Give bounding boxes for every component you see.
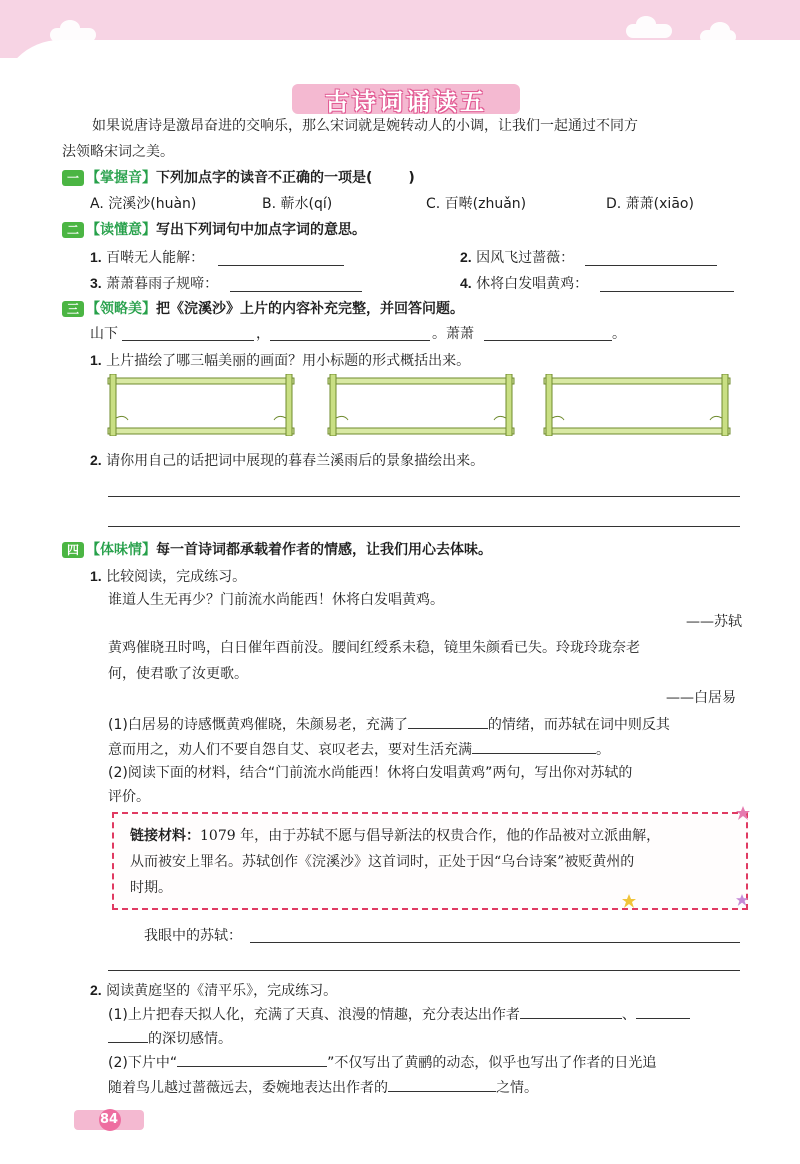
item-number: 2. [90, 452, 102, 468]
bamboo-frame-1[interactable] [106, 374, 296, 436]
text: ”不仅写出了黄鹂的动态，似乎也写出了作者的日光追 [327, 1055, 657, 1071]
paren-close: ) [408, 170, 415, 186]
my-su-shi-label: 我眼中的苏轼： [144, 928, 242, 944]
s4-p1-line-2 [108, 739, 610, 760]
section-tag: 【掌握音】 [86, 170, 156, 186]
question-text: 请你用自己的话把词中展现的暮春兰溪雨后的景象描绘出来。 [106, 453, 485, 469]
section-question: 每一首诗词都承载着作者的情感，让我们用心去体味。 [156, 542, 492, 558]
question-text: 阅读黄庭坚的《清平乐》，完成练习。 [106, 983, 338, 999]
link-line-2: 从而被安上罪名。苏轼创作《浣溪沙》这首词时，正处于因“乌台诗案”被贬黄州的 [130, 854, 635, 870]
s2-item-3 [90, 273, 218, 294]
s4-q2-p2-line-2 [108, 1077, 538, 1098]
cloud-icon [50, 28, 96, 42]
answer-blank[interactable] [177, 1052, 327, 1067]
star-icon [622, 894, 636, 908]
item-number: 4. [460, 275, 472, 291]
item-number: 2. [460, 249, 472, 265]
item-number: 3. [90, 275, 102, 291]
text: 之情。 [496, 1080, 538, 1096]
section-tag: 【领略美】 [86, 301, 156, 317]
s3-question-2 [90, 450, 484, 471]
fill-text-start: 山下 [90, 326, 118, 342]
item-text: 百啭无人能解： [106, 250, 205, 266]
item-number: 2. [90, 982, 102, 998]
fill-blank-1[interactable] [122, 340, 254, 341]
fill-comma: ， [256, 326, 270, 342]
link-text: 1079 年，由于苏轼不愿与倡导新法的权贵合作，他的作品被对立派曲解， [200, 828, 661, 844]
poem-author-bai: ——白居易 [666, 690, 736, 706]
s2-item-4 [460, 273, 588, 294]
s2-item-2 [460, 247, 574, 268]
option-b: B. 蕲水(qí) [262, 196, 333, 212]
link-line-3: 时期。 [130, 880, 172, 896]
section-tag: 【读懂意】 [86, 222, 156, 238]
item-number: 1. [90, 249, 102, 265]
answer-line[interactable] [218, 265, 344, 266]
option-c: C. 百啭(zhuǎn) [426, 196, 527, 212]
question-text: 比较阅读，完成练习。 [106, 569, 247, 585]
text: 。 [596, 742, 610, 758]
s4-p2-line-2: 评价。 [108, 789, 150, 805]
text: 的情绪，而苏轼在词中则反其 [487, 717, 670, 733]
fill-text-mid: 。萧萧 [432, 326, 474, 342]
section-badge: 三 [62, 301, 84, 317]
s4-q2-p1-line-2 [108, 1028, 232, 1049]
section-badge: 一 [62, 170, 84, 186]
fill-blank-2[interactable] [270, 340, 430, 341]
answer-blank[interactable] [388, 1077, 496, 1092]
answer-line[interactable] [108, 496, 740, 497]
fill-text-end: 。 [612, 326, 626, 342]
answer-blank[interactable] [108, 1028, 148, 1043]
poem-bai-line-2: 何，使君歌了汝更歌。 [108, 666, 248, 682]
text: (1)白居易的诗感慨黄鸡催晓，朱颜易老，充满了 [108, 717, 408, 733]
item-text: 休将白发唱黄鸡： [476, 276, 589, 292]
section-badge: 二 [62, 222, 84, 238]
section-4-heading [62, 540, 492, 560]
s4-question-2 [90, 980, 337, 1001]
answer-blank[interactable] [520, 1004, 622, 1019]
star-icon [736, 894, 748, 906]
answer-line[interactable] [600, 291, 734, 292]
intro-line-1: 如果说唐诗是激昂奋进的交响乐，那么宋词就是婉转动人的小调，让我们一起通过不同方 [92, 118, 638, 134]
fill-blank-3[interactable] [484, 340, 612, 341]
link-line-1 [130, 826, 660, 846]
answer-line[interactable] [250, 942, 740, 943]
text: 、 [621, 1007, 636, 1023]
section-question: 把《浣溪沙》上片的内容补充完整，并回答问题。 [156, 301, 464, 317]
text: 的深切感情。 [148, 1031, 232, 1047]
intro-line-2: 法领略宋词之美。 [62, 144, 174, 160]
text: 随着鸟儿越过蔷薇远去，委婉地表达出作者的 [108, 1080, 388, 1096]
answer-blank[interactable] [408, 714, 488, 729]
answer-line[interactable] [230, 291, 362, 292]
section-tag: 【体味情】 [86, 542, 156, 558]
poem-su-shi: 谁道人生无再少？门前流水尚能西！休将白发唱黄鸡。 [108, 592, 444, 608]
question-text: 上片描绘了哪三幅美丽的画面？用小标题的形式概括出来。 [106, 353, 471, 369]
section-3-heading [62, 299, 464, 319]
s4-question-1 [90, 566, 246, 587]
section-2-heading [62, 220, 366, 240]
answer-blank[interactable] [472, 739, 596, 754]
cloud-icon [700, 30, 736, 44]
poem-author-su-shi: ——苏轼 [686, 614, 742, 630]
s4-p2-line-1: (2)阅读下面的材料，结合“门前流水尚能西！休将白发唱黄鸡”两句，写出你对苏轼的 [108, 765, 633, 781]
item-number: 1. [90, 568, 102, 584]
text: (2)下片中“ [108, 1055, 178, 1071]
star-icon [736, 806, 750, 820]
item-number: 1. [90, 352, 102, 368]
cloud-icon [626, 24, 672, 38]
section-question: 写出下列词句中加点字词的意思。 [156, 222, 366, 238]
s3-question-1 [90, 350, 470, 371]
section-1-heading [62, 168, 415, 188]
text: (1)上片把春天拟人化，充满了天真、浪漫的情趣，充分表达出作者 [108, 1007, 520, 1023]
text: 意而用之，劝人们不要自怨自艾、哀叹老去，要对生活充满 [108, 742, 472, 758]
bamboo-frame-3[interactable] [542, 374, 732, 436]
section-badge: 四 [62, 542, 84, 558]
s4-p1-line-1 [108, 714, 670, 735]
answer-line[interactable] [585, 265, 717, 266]
link-label: 链接材料： [130, 828, 200, 844]
answer-blank[interactable] [636, 1004, 690, 1019]
bamboo-frame-2[interactable] [326, 374, 516, 436]
section-question: 下列加点字的读音不正确的一项是( [156, 170, 373, 186]
s2-item-1 [90, 247, 204, 268]
item-text: 萧萧暮雨子规啼： [106, 276, 219, 292]
option-a: A. 浣溪沙(huàn) [90, 196, 197, 212]
poem-bai-line-1: 黄鸡催晓丑时鸣，白日催年酉前没。腰间红绶系未稳，镜里朱颜看已失。玲珑玲珑奈老 [108, 640, 640, 656]
answer-line[interactable] [108, 970, 740, 971]
s4-q2-p2-line-1 [108, 1052, 656, 1073]
header-white-strip [70, 40, 800, 64]
page-number: 84 [99, 1112, 119, 1127]
s4-q2-p1-line-1 [108, 1004, 690, 1025]
answer-line[interactable] [108, 526, 740, 527]
option-d: D. 萧萧(xiāo) [606, 196, 694, 212]
item-text: 因风飞过蔷薇： [476, 250, 575, 266]
page-title: 古诗词诵读五 [325, 88, 487, 116]
